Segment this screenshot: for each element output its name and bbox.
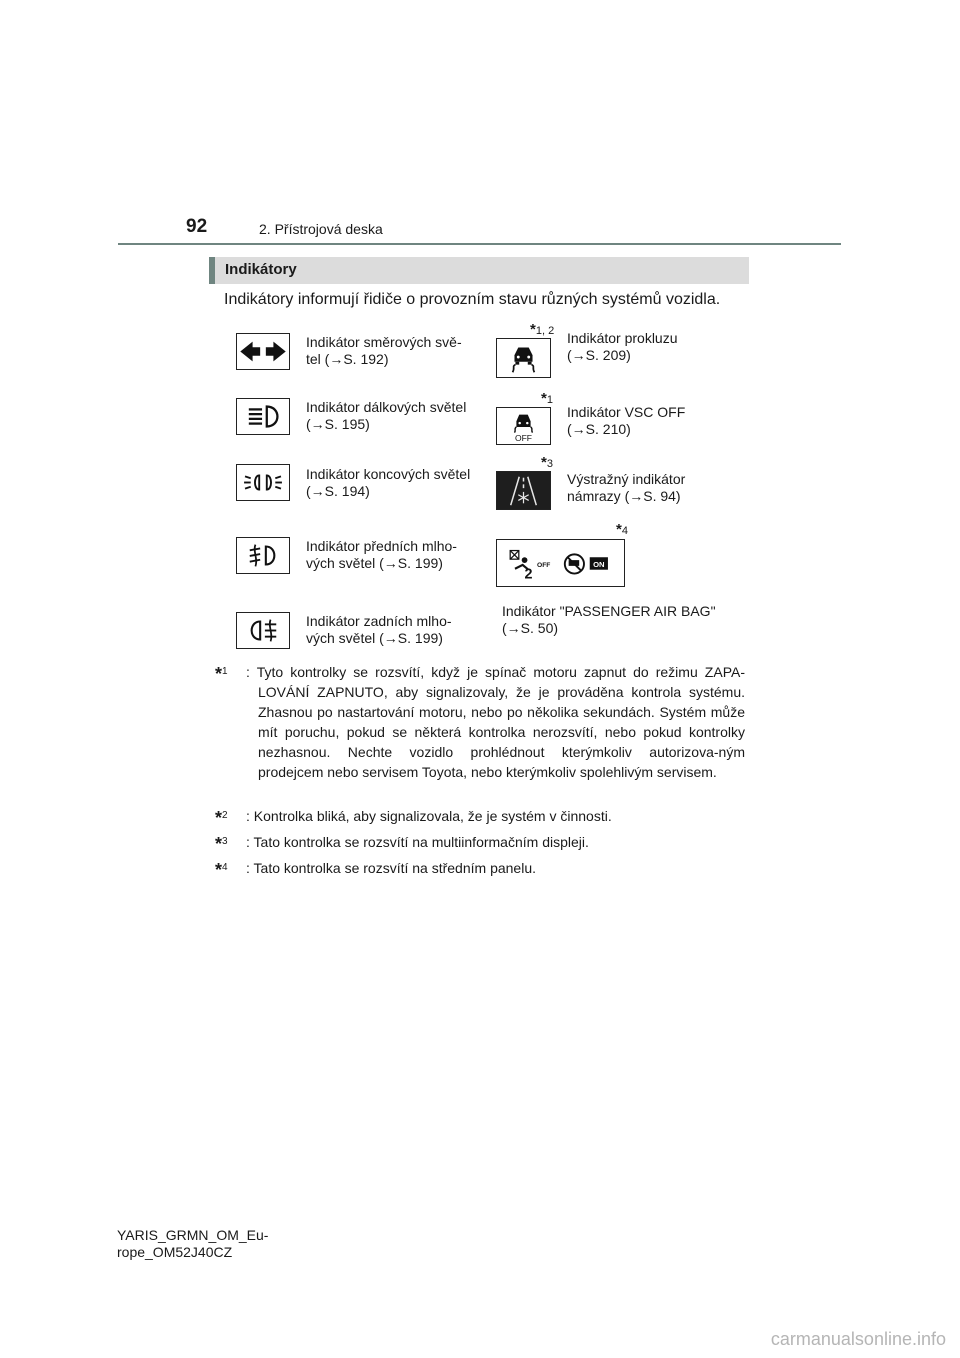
page-number: 92 xyxy=(186,216,208,237)
header-rule xyxy=(118,243,841,245)
footnote: *$^3$ : Tato kontrolka se rozsvítí na multiinformačním displeji. xyxy=(215,834,589,854)
indicator-label: Výstražný indikátor námrazy (→S. 94) xyxy=(567,471,686,504)
section-heading-bar xyxy=(209,257,215,284)
indicator-label: Indikátor směrových svě- tel (→S. 192) xyxy=(306,334,462,367)
svg-text:2: 2 xyxy=(524,566,533,583)
passenger-airbag-icon xyxy=(496,539,625,587)
svg-text:OFF: OFF xyxy=(537,561,551,569)
high-beam-icon xyxy=(236,398,290,435)
indicator-label: Indikátor dálkových světel (→S. 195) xyxy=(306,399,467,432)
rear-fog-light-icon xyxy=(236,612,290,649)
indicator-label: Indikátor koncových světel (→S. 194) xyxy=(306,466,471,499)
section-heading xyxy=(209,257,749,284)
svg-text:ON: ON xyxy=(593,559,605,569)
section-intro: Indikátory informují řidiče o provozním stavu různých systémů vozidla. xyxy=(224,291,721,308)
icy-road-warning-icon xyxy=(496,471,551,510)
footnote: *$^2$ : Kontrolka bliká, aby signalizovala, že je systém v činnosti. xyxy=(215,808,612,828)
turn-signal-icon xyxy=(236,333,290,370)
slip-indicator-icon xyxy=(496,338,551,378)
footnote-reference: *1, 2 xyxy=(530,321,555,338)
footnote: *$^1$ : Tyto kontrolky se rozsvítí, když je spínač motoru zapnut do režimu ZAPA-LOVÁNÍ ZAPNUTO, aby signalizovaly, že je prováděna kontrola systému. Zhasnou po nastartování motoru, nebo po několika sekundách. Systém může mít poruchu, pokud se některá kontrolka nerozsvítí, nebo pokud kontrolky nezhasnou. Nechte vozidlo prohlédnout kterýmkoliv autorizova-ným prodejcem nebo servisem Toyota, nebo kterýmkoliv spolehlivým servisem. xyxy=(215,664,745,780)
footnote: *$^4$ : Tato kontrolka se rozsvítí na středním panelu. xyxy=(215,860,537,880)
indicator-label: Indikátor "PASSENGER AIR BAG" (→S. 50) xyxy=(502,603,716,636)
footnote-reference: *4 xyxy=(616,521,628,538)
footnote-reference: *3 xyxy=(541,454,553,471)
indicator-label: Indikátor VSC OFF (→S. 210) xyxy=(567,404,686,437)
vsc-off-icon xyxy=(496,407,551,445)
indicator-label: Indikátor prokluzu (→S. 209) xyxy=(567,330,678,363)
footnote-reference: *1 xyxy=(541,390,553,407)
chapter-title: 2. Přístrojová deska xyxy=(259,221,383,237)
watermark: carmanualsonline.info xyxy=(770,1329,946,1349)
tail-light-icon xyxy=(236,464,290,501)
indicator-label: Indikátor zadních mlho- vých světel (→S. 199) xyxy=(306,613,452,646)
indicator-label: Indikátor předních mlho- vých světel (→S. 199) xyxy=(306,538,457,571)
svg-text:OFF: OFF xyxy=(514,433,533,444)
document-id: YARIS_GRMN_OM_Eu- rope_OM52J40CZ xyxy=(117,1227,269,1260)
section-title: Indikátory xyxy=(225,261,297,278)
front-fog-light-icon xyxy=(236,537,290,574)
